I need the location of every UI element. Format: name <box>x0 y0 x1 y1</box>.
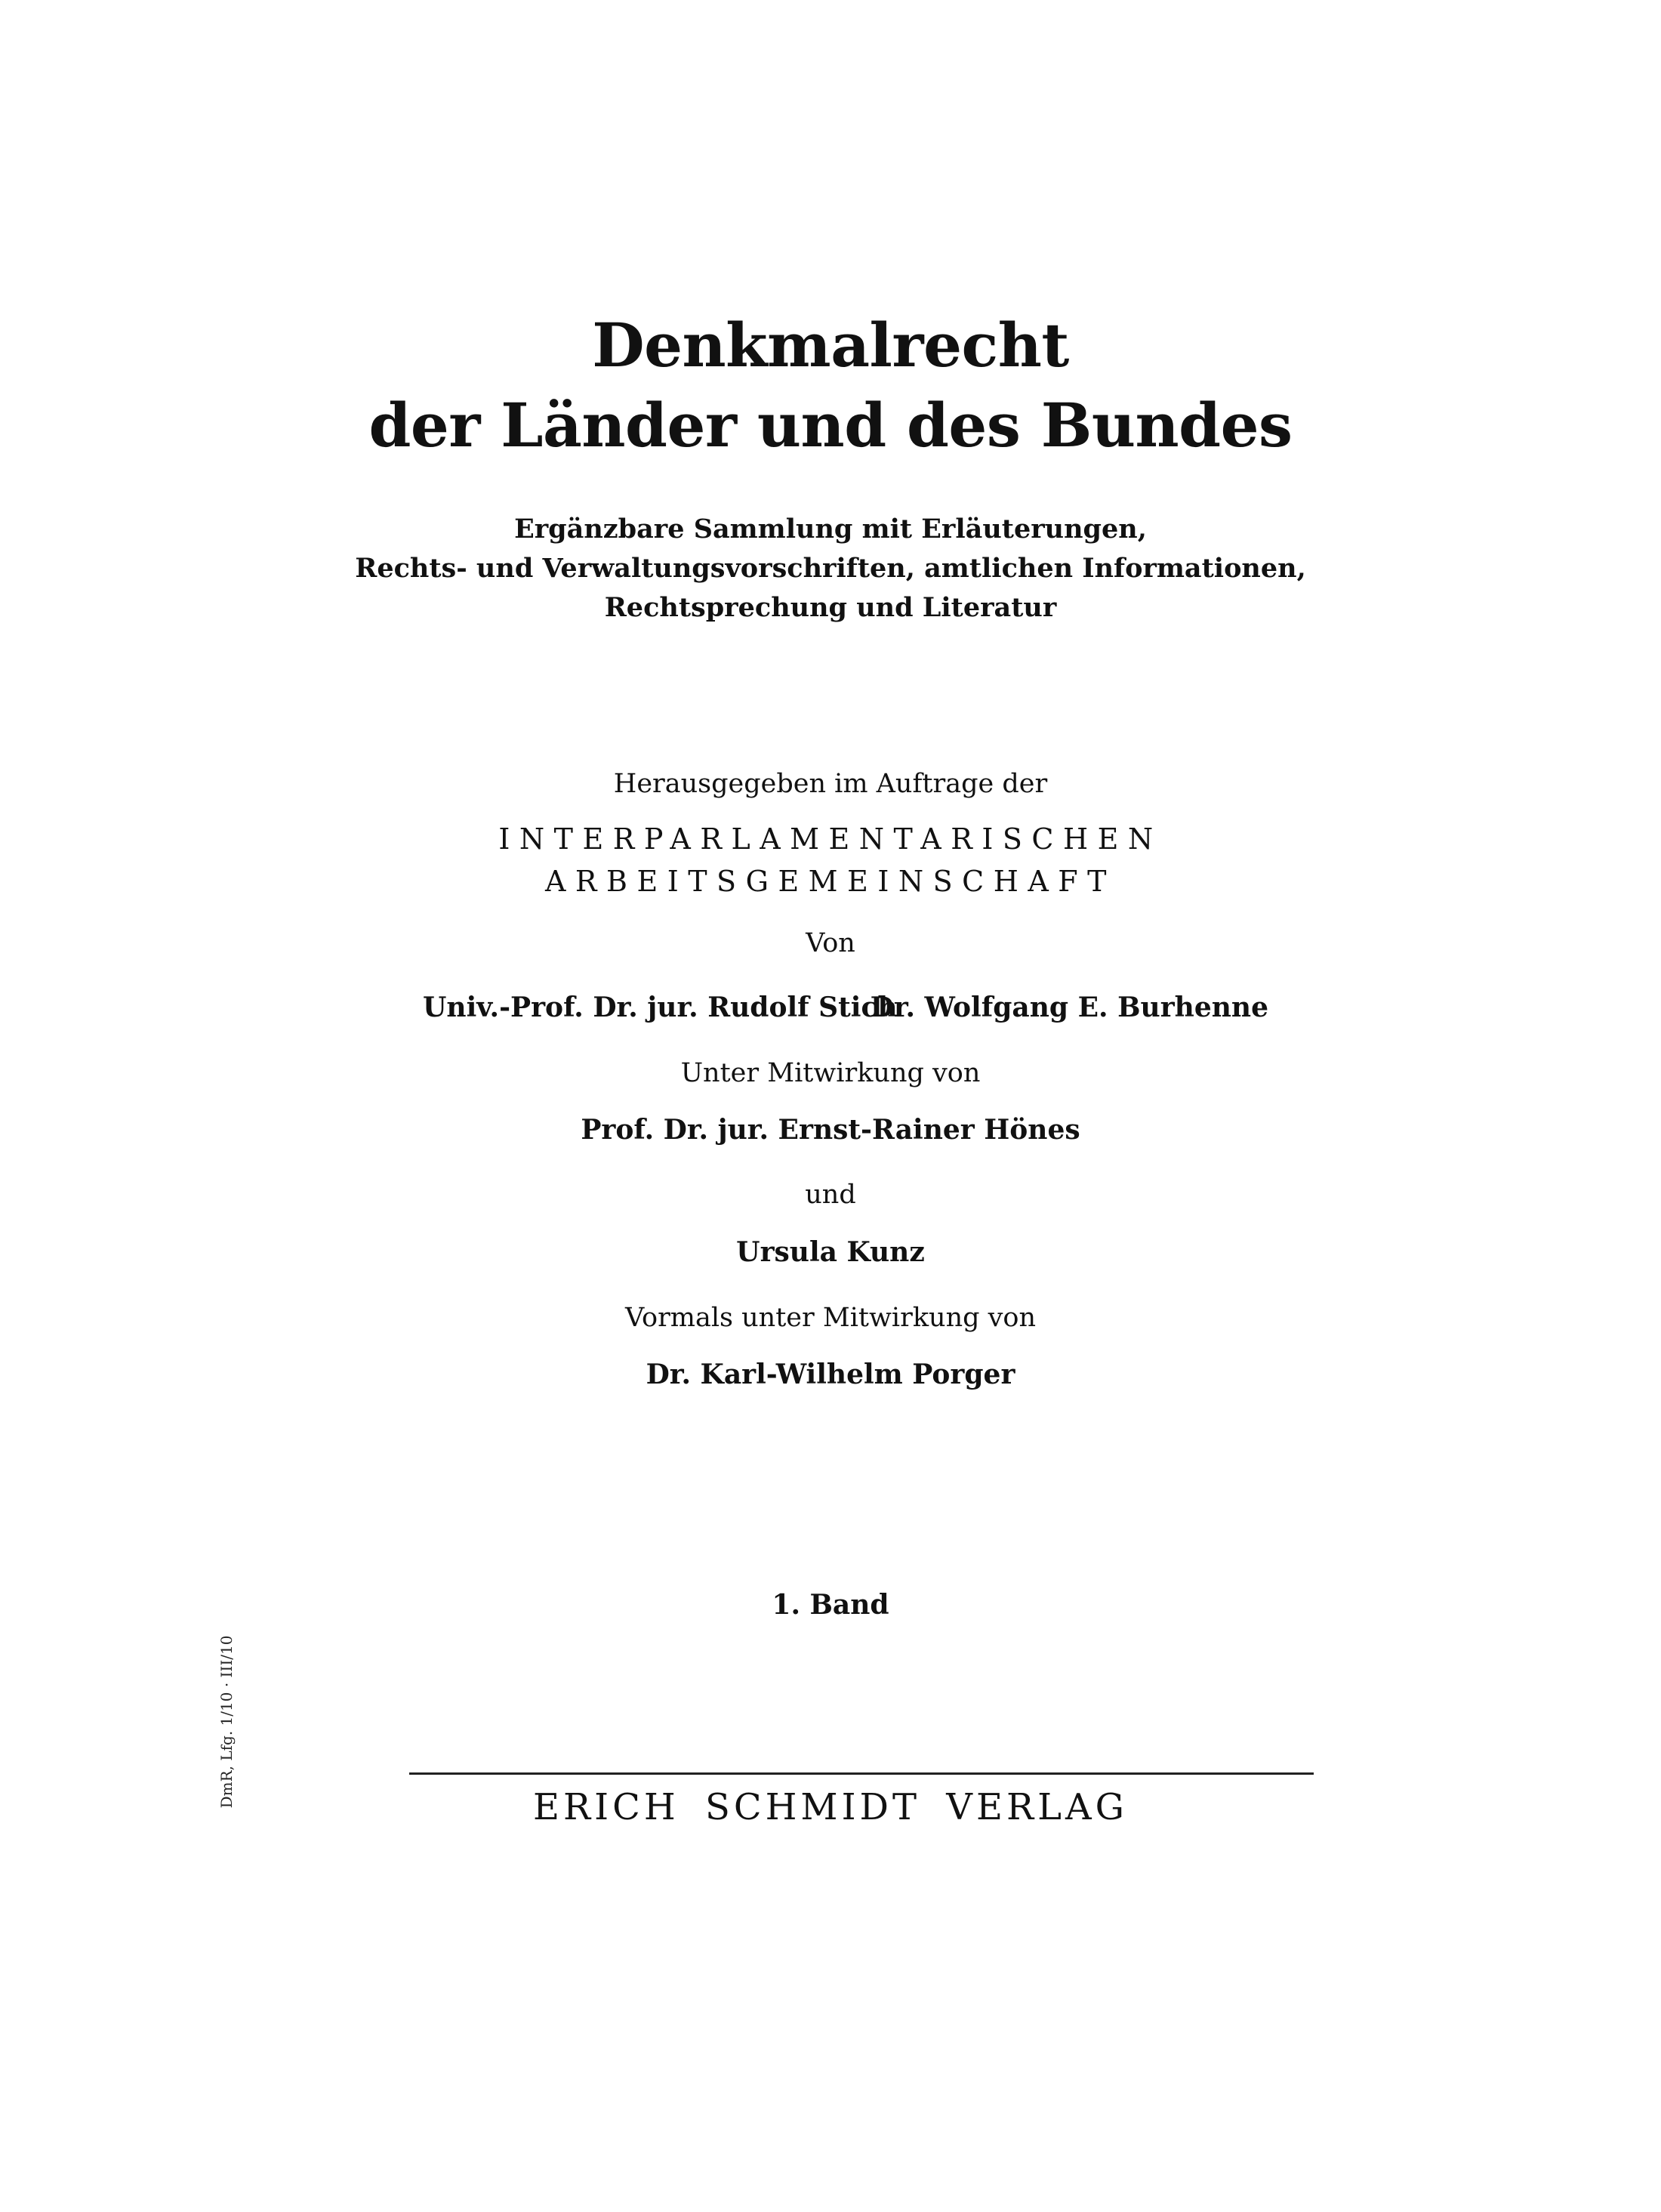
book-subtitle-line-1: Ergänzbare Sammlung mit Erläuterungen, <box>514 514 1147 545</box>
contributor-kunz: Ursula Kunz <box>736 1236 925 1268</box>
publisher-name: ERICH SCHMIDT VERLAG <box>532 1786 1129 1828</box>
book-subtitle-line-3: Rechtsprechung und Literatur <box>604 592 1057 623</box>
authors-row <box>423 989 1268 1029</box>
publisher-rule <box>409 1772 1314 1775</box>
von-label: Von <box>806 928 855 958</box>
book-subtitle <box>0 510 1661 628</box>
book-title-line-2: der Länder und des Bundes <box>368 390 1293 461</box>
und-label: und <box>805 1180 856 1210</box>
side-note-text: DmR, Lfg. 1/10 · III/10 <box>217 1635 236 1809</box>
book-title-line-1: Denkmalrecht <box>592 310 1069 381</box>
author-stich: Univ.-Prof. Dr. jur. Rudolf Stich <box>423 992 898 1023</box>
contributor-hoenes: Prof. Dr. jur. Ernst-Rainer Hönes <box>581 1114 1080 1146</box>
author-burhenne: Dr. Wolfgang E. Burhenne <box>870 992 1268 1023</box>
editor-organization-line-2: ARBEITSGEMEINSCHAFT <box>544 865 1116 898</box>
volume-label: 1. Band <box>772 1589 889 1621</box>
contributors-intro: Unter Mitwirkung von <box>680 1058 981 1088</box>
book-title <box>0 305 1661 465</box>
book-subtitle-line-2: Rechts- und Verwaltungsvorschriften, amtlichen Informationen, <box>355 553 1306 584</box>
editor-organization <box>0 818 1661 902</box>
editor-organization-line-1: INTERPARLAMENTARISCHEN <box>498 822 1163 856</box>
former-contributors-intro: Vormals unter Mitwirkung von <box>624 1303 1037 1333</box>
former-contributor-porger: Dr. Karl-Wilhelm Porger <box>646 1359 1015 1390</box>
editor-intro: Herausgegeben im Auftrage der <box>613 769 1048 799</box>
